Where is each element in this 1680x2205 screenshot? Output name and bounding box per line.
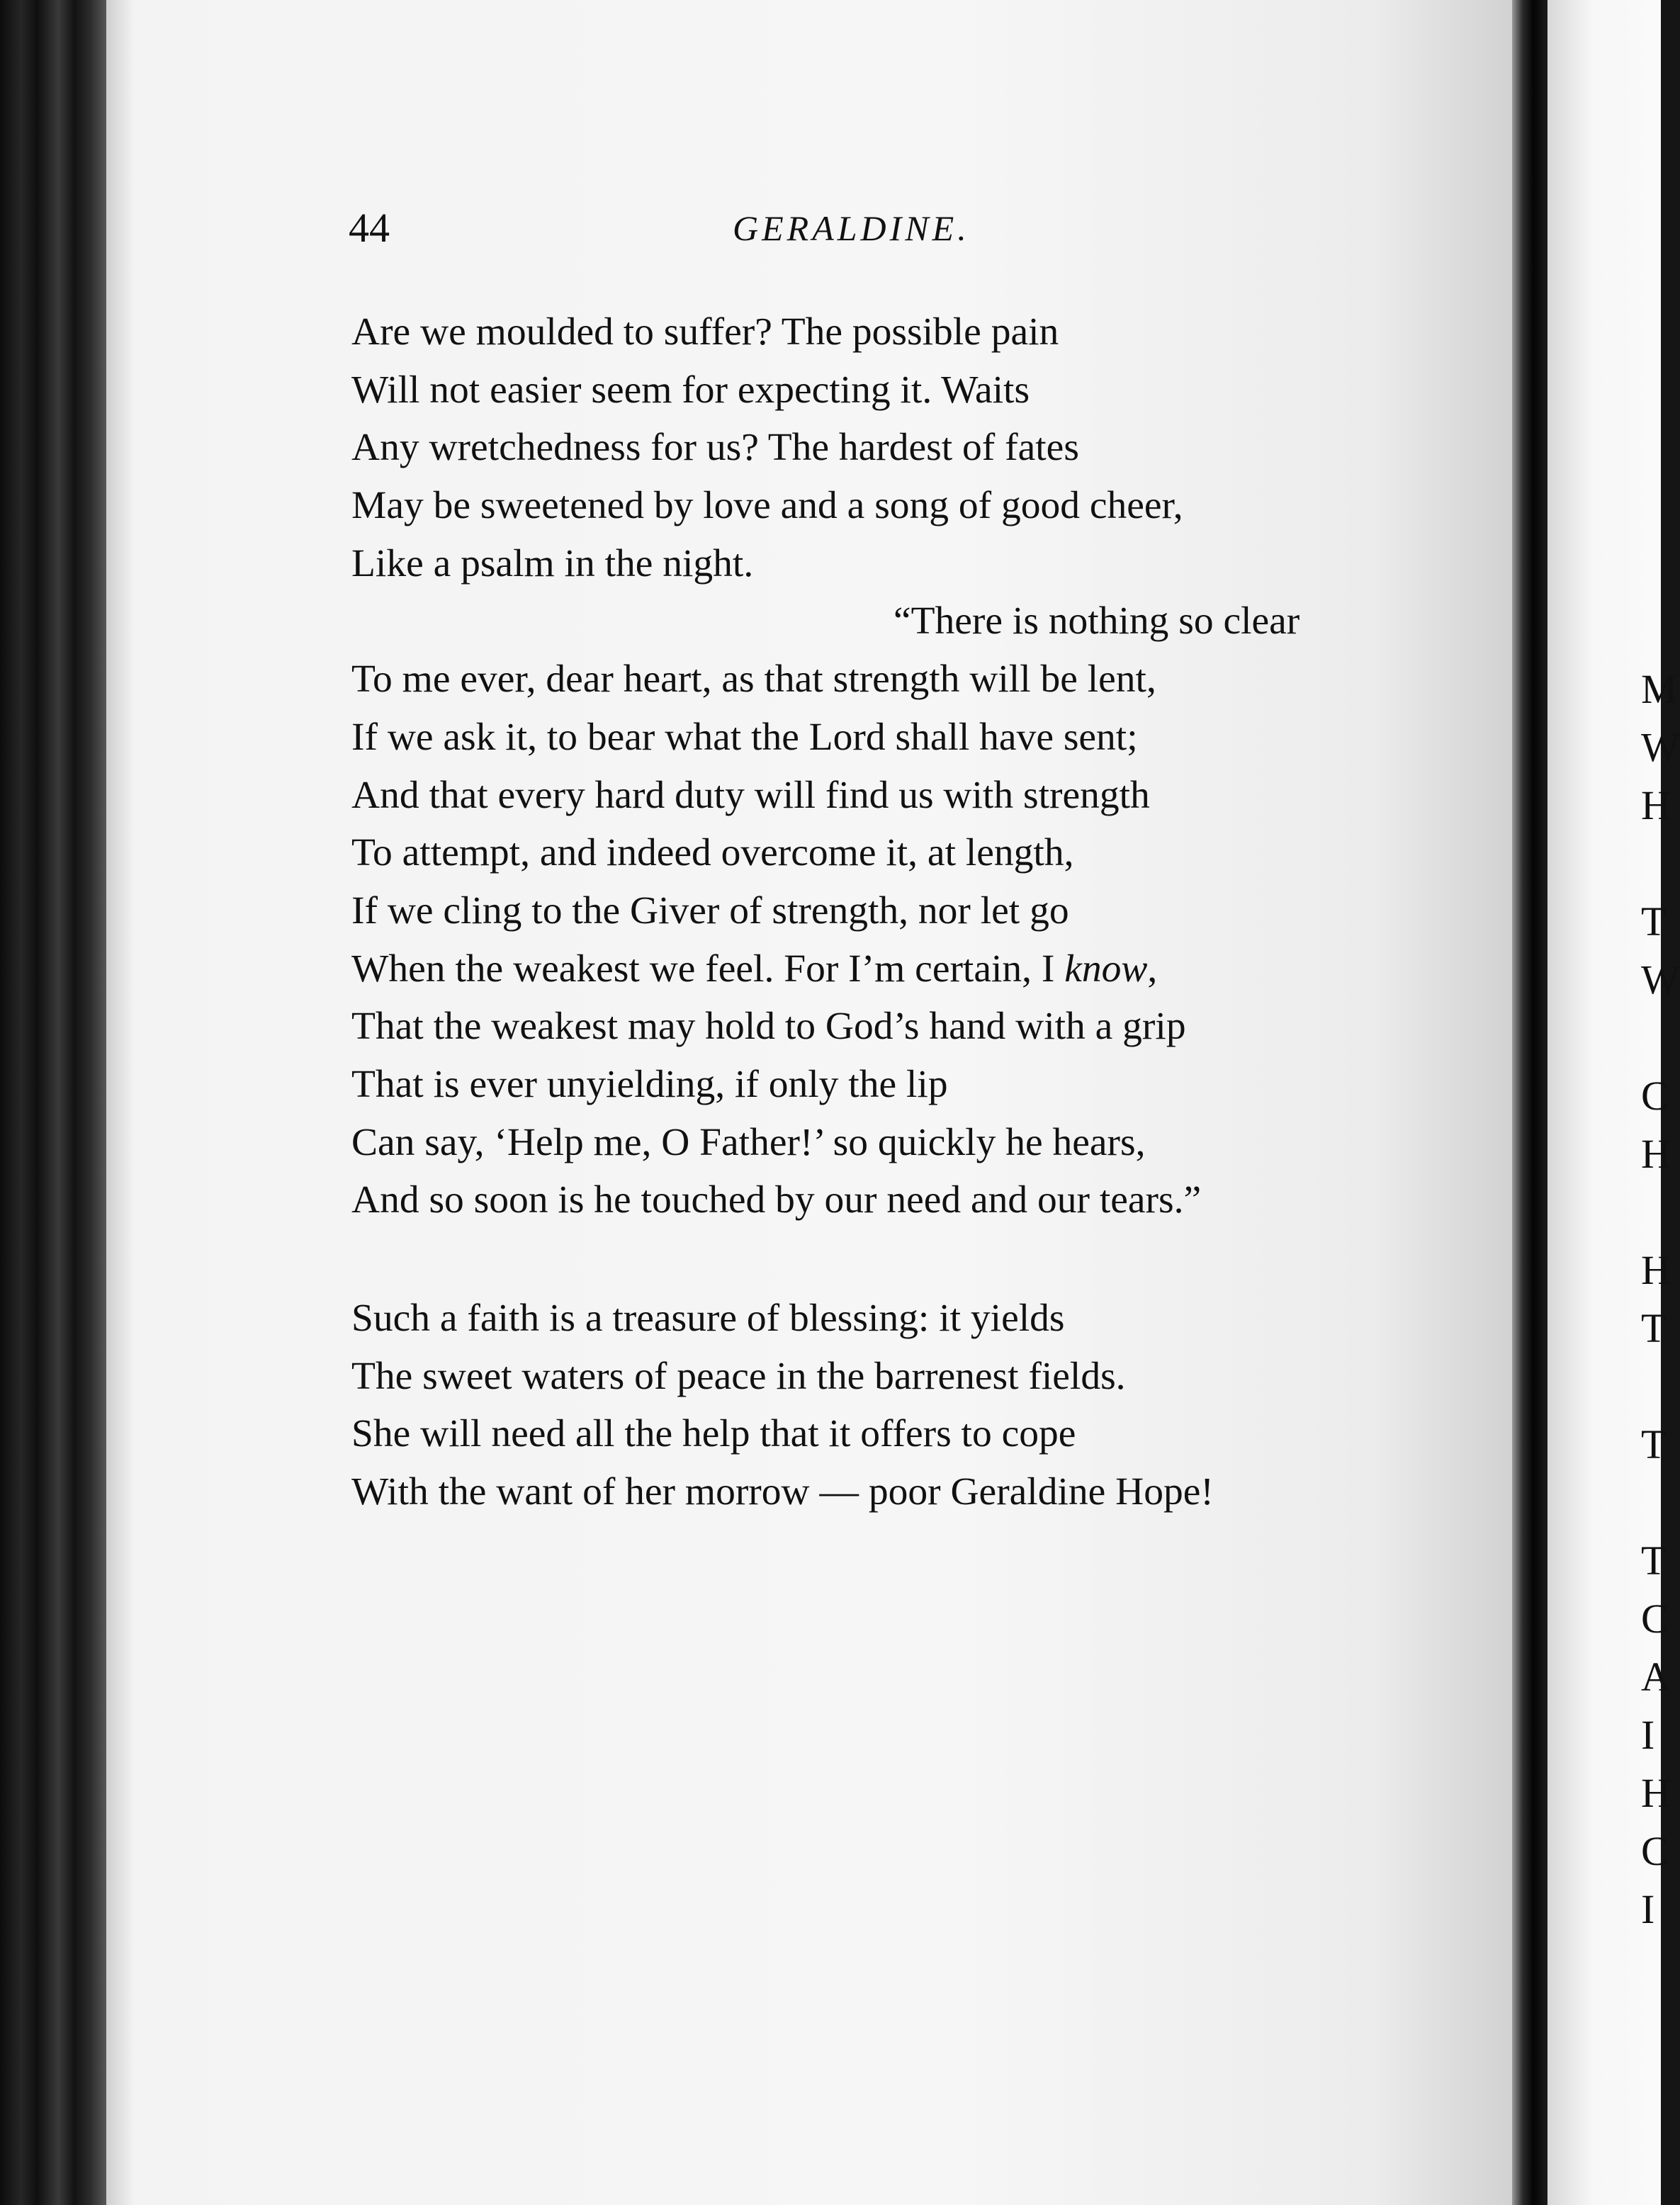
poem-line: Can say, ‘Help me, O Father!’ so quickly he hears, bbox=[351, 1120, 1146, 1164]
page-gutter bbox=[1512, 0, 1547, 2205]
poem-line: Are we moulded to suffer? The possible pain bbox=[351, 310, 1059, 354]
poem-line: Will not easier seem for expecting it. Waits bbox=[351, 368, 1030, 412]
facing-page-letter: I bbox=[1641, 1886, 1655, 1932]
line-text: , bbox=[1147, 947, 1158, 991]
facing-page-letter: H bbox=[1641, 1770, 1671, 1816]
stanza-break bbox=[351, 1229, 1414, 1290]
line-text: When the weakest we feel. For I’m certain, I bbox=[351, 947, 1065, 991]
poem-line: The sweet waters of peace in the barrenest fields. bbox=[351, 1354, 1126, 1398]
facing-page-letter: T bbox=[1641, 1421, 1667, 1467]
facing-page-letter: W bbox=[1641, 724, 1680, 770]
facing-page-letter: H bbox=[1641, 782, 1671, 828]
poem-line: May be sweetened by love and a song of good cheer, bbox=[351, 484, 1183, 528]
running-title: GERALDINE. bbox=[733, 208, 970, 248]
facing-page-letter: T bbox=[1641, 898, 1667, 944]
facing-page-letter: H bbox=[1641, 1131, 1671, 1177]
poem-line: To me ever, dear heart, as that strength will be lent, bbox=[351, 658, 1156, 701]
facing-page-letter: I bbox=[1641, 1712, 1655, 1758]
poem-line-indented: “There is nothing so clear bbox=[893, 599, 1300, 643]
poem-line: If we ask it, to bear what the Lord shall have sent; bbox=[351, 715, 1138, 759]
book-spine bbox=[0, 0, 106, 2205]
facing-page-letter: W bbox=[1641, 957, 1680, 1003]
poem-line: That the weakest may hold to God’s hand with a grip bbox=[351, 1005, 1186, 1049]
running-head bbox=[349, 200, 1397, 256]
facing-page-letter: C bbox=[1641, 1596, 1669, 1642]
emphasized-word: know bbox=[1064, 947, 1148, 991]
poem-line: Like a psalm in the night. bbox=[351, 541, 754, 585]
facing-page-letter: M bbox=[1641, 666, 1678, 712]
facing-page-letter: A bbox=[1641, 1654, 1671, 1700]
facing-page-letter: C bbox=[1641, 1828, 1669, 1874]
facing-page-letter: T bbox=[1641, 1305, 1667, 1351]
poem-line: Any wretchedness for us? The hardest of fates bbox=[351, 426, 1079, 470]
poem-line: And that every hard duty will find us with strength bbox=[351, 773, 1150, 817]
poem-line: Such a faith is a treasure of blessing: it yields bbox=[351, 1297, 1065, 1340]
poem-line: If we cling to the Giver of strength, nor let go bbox=[351, 889, 1069, 932]
poem-line: To attempt, and indeed overcome it, at length, bbox=[351, 831, 1074, 875]
facing-page-letter: T bbox=[1641, 1538, 1667, 1584]
poem-line: And so soon is he touched by our need and our tears.” bbox=[351, 1178, 1202, 1222]
facing-page-letter: H bbox=[1641, 1247, 1671, 1293]
poem-line: That is ever unyielding, if only the lip bbox=[351, 1062, 948, 1106]
poem-text bbox=[351, 303, 1414, 1521]
poem-line: She will need all the help that it offers to cope bbox=[351, 1412, 1076, 1456]
page-number: 44 bbox=[349, 205, 390, 251]
poem-line: With the want of her morrow — poor Geraldine Hope! bbox=[351, 1470, 1214, 1514]
poem-line-with-emphasis bbox=[351, 940, 1414, 998]
facing-page-letter: C bbox=[1641, 1073, 1669, 1119]
